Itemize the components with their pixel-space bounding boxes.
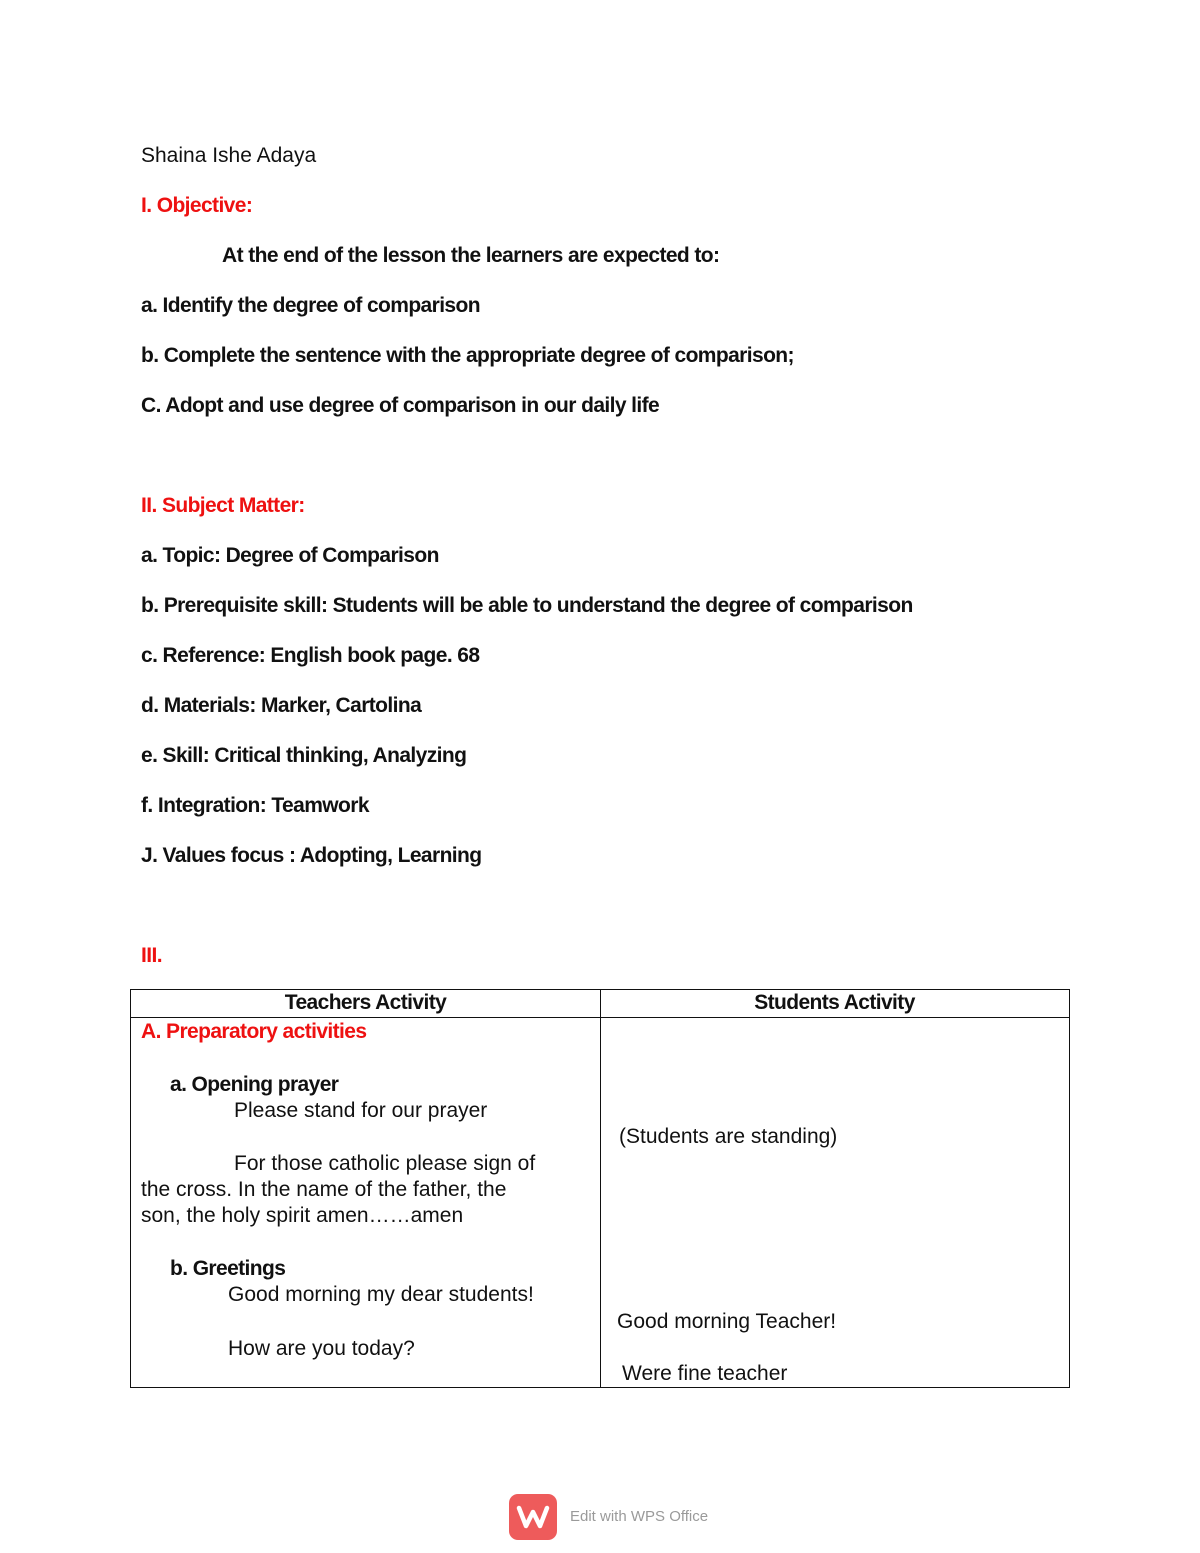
subject-matter-item: J. Values focus : Adopting, Learning (141, 844, 482, 867)
teacher-prayer-line: Please stand for our prayer (234, 1099, 488, 1122)
header-divider (131, 1017, 1069, 1018)
teacher-prayer-line: the cross. In the name of the father, the (141, 1178, 507, 1201)
students-activity-header: Students Activity (754, 991, 915, 1014)
teachers-activity-header: Teachers Activity (284, 991, 447, 1014)
objective-item: C. Adopt and use degree of comparison in our daily life (141, 394, 660, 417)
activity-table (130, 989, 1070, 1388)
teacher-prayer-line: For those catholic please sign of (234, 1152, 536, 1175)
student-greeting-response: Were fine teacher (622, 1362, 788, 1385)
procedure-heading: III. (141, 944, 162, 967)
preparatory-activities-heading: A. Preparatory activities (141, 1020, 367, 1043)
teacher-greeting-line: Good morning my dear students! (228, 1283, 534, 1306)
greetings-title: b. Greetings (170, 1257, 286, 1280)
wps-office-logo-icon[interactable] (509, 1494, 557, 1540)
subject-matter-item: f. Integration: Teamwork (141, 794, 369, 817)
student-prayer-response: (Students are standing) (619, 1125, 838, 1148)
author-name: Shaina Ishe Adaya (141, 144, 317, 167)
student-greeting-response: Good morning Teacher! (617, 1310, 837, 1333)
objective-heading: I. Objective: (141, 194, 253, 217)
subject-matter-item: e. Skill: Critical thinking, Analyzing (141, 744, 467, 767)
column-divider (600, 990, 601, 1387)
subject-matter-item: d. Materials: Marker, Cartolina (141, 694, 422, 717)
opening-prayer-title: a. Opening prayer (170, 1073, 339, 1096)
subject-matter-item: c. Reference: English book page. 68 (141, 644, 480, 667)
subject-matter-item: b. Prerequisite skill: Students will be able to understand the degree of comparison (141, 594, 913, 617)
subject-matter-item: a. Topic: Degree of Comparison (141, 544, 439, 567)
objective-item: a. Identify the degree of comparison (141, 294, 480, 317)
edit-with-wps-link[interactable]: Edit with WPS Office (570, 1508, 709, 1525)
objective-item: b. Complete the sentence with the appropriate degree of comparison; (141, 344, 794, 367)
objective-intro: At the end of the lesson the learners are expected to: (222, 244, 720, 267)
subject-matter-heading: II. Subject Matter: (141, 494, 305, 517)
teacher-prayer-line: son, the holy spirit amen……amen (141, 1204, 464, 1227)
teacher-greeting-line: How are you today? (228, 1337, 415, 1360)
